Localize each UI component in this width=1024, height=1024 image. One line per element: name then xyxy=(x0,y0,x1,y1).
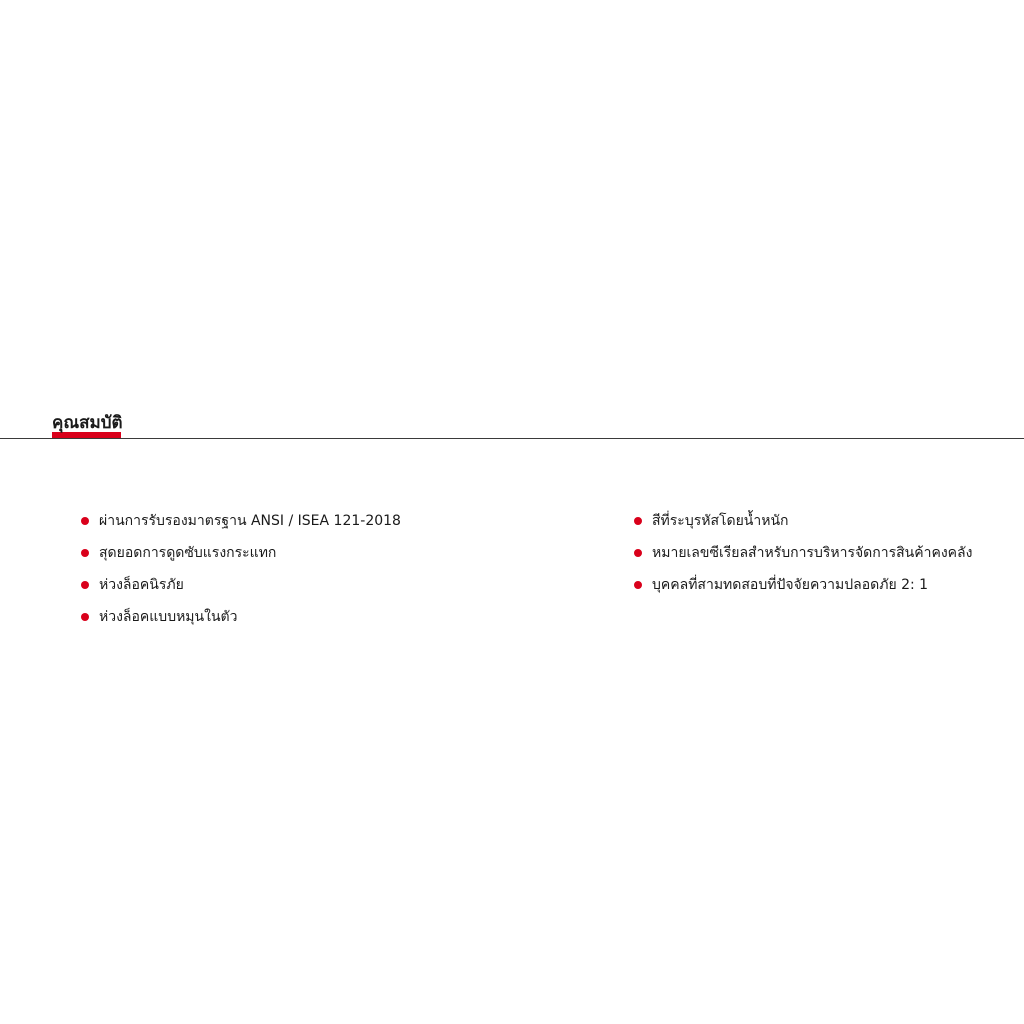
feature-text: ห่วงล็อคนิรภัย xyxy=(99,577,184,593)
bullet-icon xyxy=(81,517,89,525)
list-item xyxy=(80,604,540,636)
bullet-icon xyxy=(634,581,642,589)
list-item xyxy=(80,508,540,540)
feature-text: หมายเลขซีเรียลสำหรับการบริหารจัดการสินค้าคงคลัง xyxy=(652,545,973,561)
feature-text: ห่วงล็อคแบบหมุนในตัว xyxy=(99,609,238,625)
section-title: คุณสมบัติ xyxy=(52,413,123,433)
list-item xyxy=(80,540,540,572)
section-header xyxy=(0,410,1024,442)
bullet-icon xyxy=(634,549,642,557)
list-item xyxy=(633,540,1013,572)
bullet-icon xyxy=(634,517,642,525)
bullet-icon xyxy=(81,549,89,557)
list-item xyxy=(80,572,540,604)
bullet-icon xyxy=(81,581,89,589)
feature-text: สีที่ระบุรหัสโดยน้ำหนัก xyxy=(652,513,789,529)
bullet-icon xyxy=(81,613,89,621)
list-item xyxy=(633,572,1013,604)
feature-list-left xyxy=(80,508,540,636)
feature-text: ผ่านการรับรองมาตรฐาน ANSI / ISEA 121-2018 xyxy=(99,513,401,529)
feature-list-right xyxy=(633,508,1013,604)
feature-text: บุคคลที่สามทดสอบที่ปัจจัยความปลอดภัย 2: 1 xyxy=(652,577,929,593)
section-divider xyxy=(0,438,1024,439)
feature-text: สุดยอดการดูดซับแรงกระแทก xyxy=(99,545,277,561)
list-item xyxy=(633,508,1013,540)
